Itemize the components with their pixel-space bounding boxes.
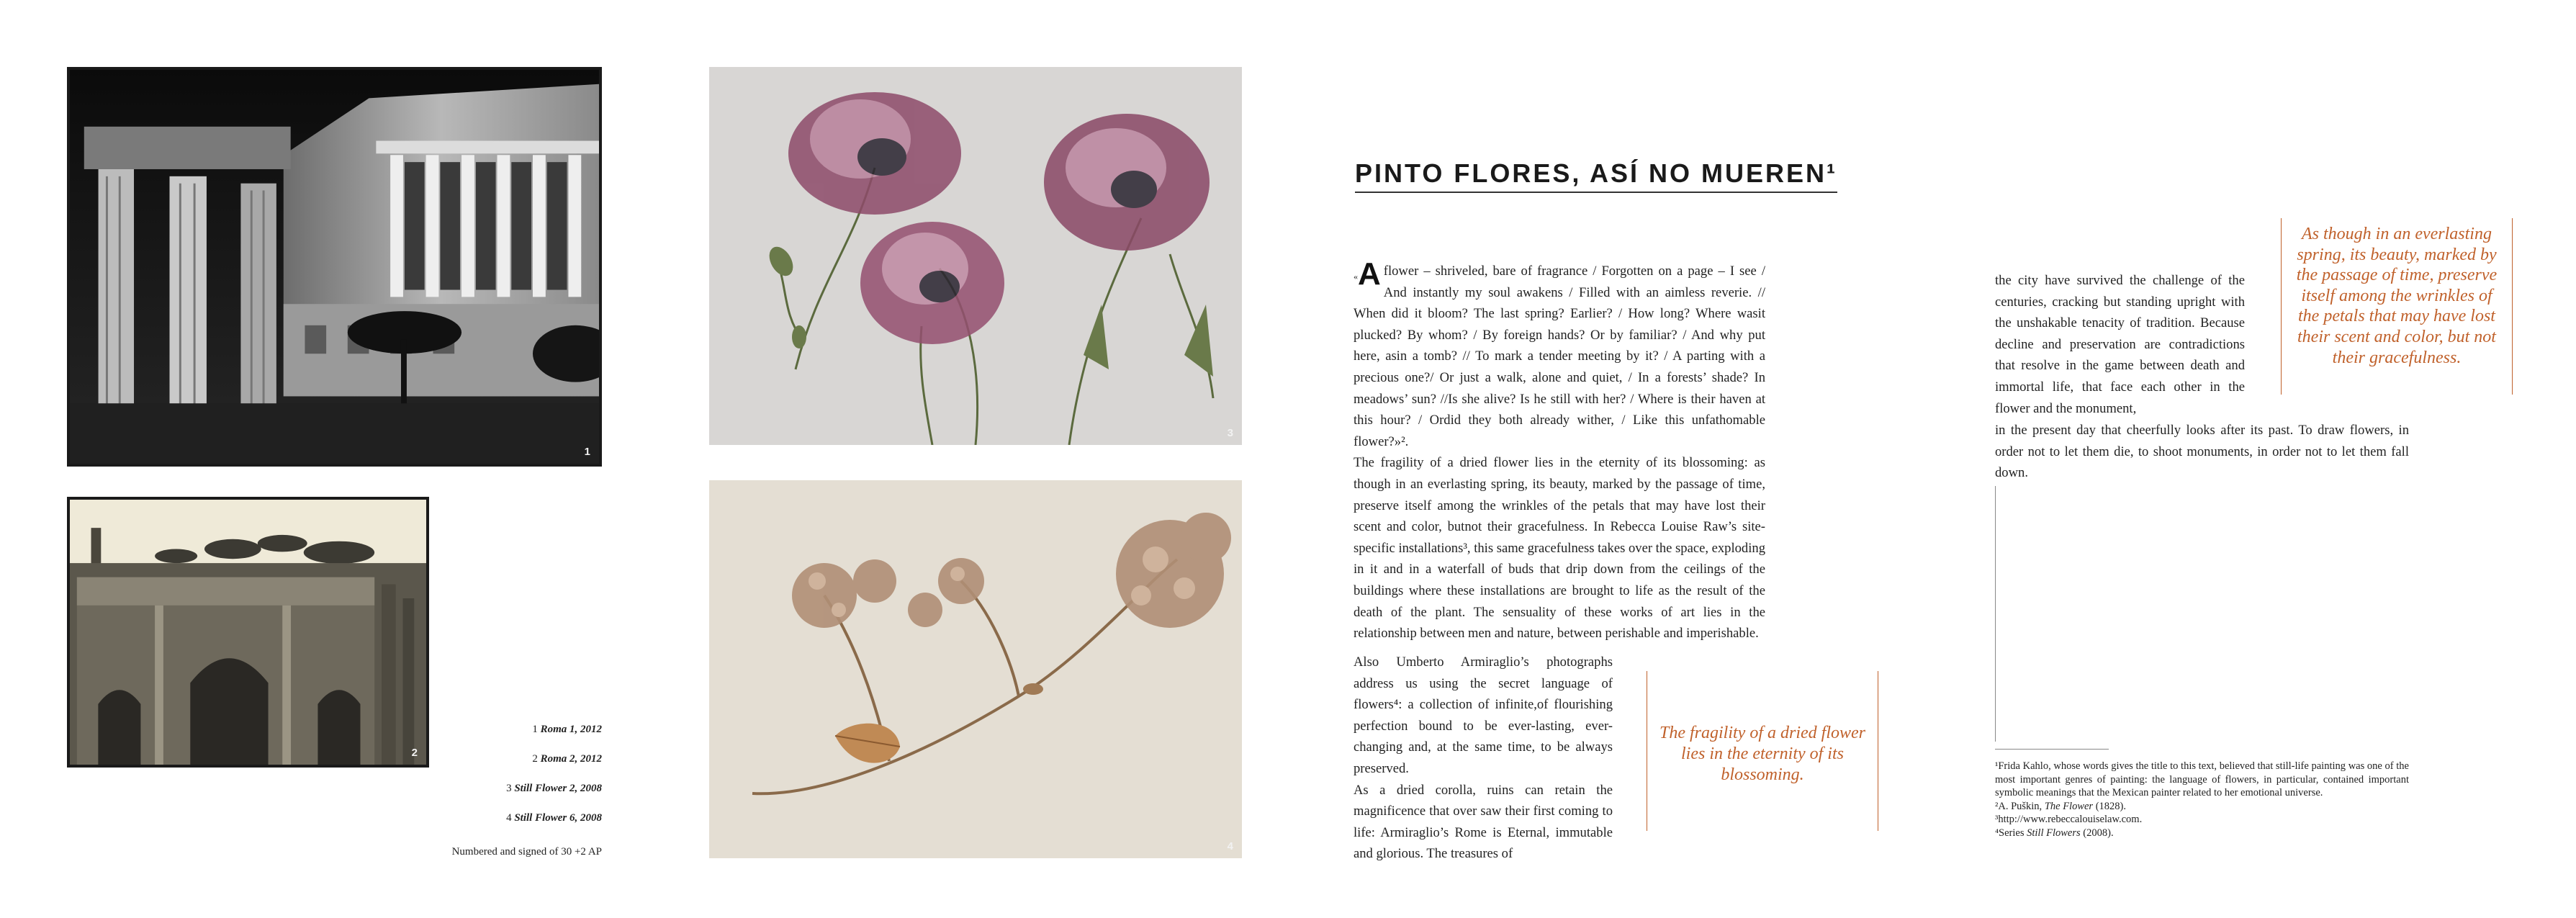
article-column-2-upper — [1995, 270, 2245, 419]
still-flower-6-image — [709, 480, 1242, 858]
footnote-1: ¹Frida Kahlo, whose words gives the title to this text, believed that still-life painting was one of the most important genres of painting: the language of flowers, in particular, contained important symbolic meanings that the Mexican painter related to her emotional universe. — [1995, 760, 2409, 798]
photo-roma-1 — [67, 67, 602, 467]
edition-note: Numbered and signed of 30 +2 AP — [451, 846, 602, 858]
photo-captions — [432, 715, 602, 833]
footnotes — [1995, 760, 2409, 840]
photo-number-4: 4 — [1227, 840, 1233, 852]
pull-quote-2: As though in an everlasting spring, its beauty, marked by the passage of time, preserve itself among the wrinkles of the petals that may have lost their scent and color, but not their gracefulness. — [2281, 218, 2513, 395]
footnote-2: ²A. Puškin, The Flower (1828). — [1995, 800, 2126, 812]
footnote-4: ⁴Series Still Flowers (2008). — [1995, 827, 2114, 839]
article-paragraph-6: in the present day that cheerfully looks after its past. To draw flowers, in order not to let them die, to shoot monuments, in order not to let them fall down. — [1995, 423, 2409, 481]
photo-roma-2 — [67, 497, 429, 768]
article-paragraph-2: The fragility of a dried flower lies in the eternity of its blossoming: as though in an everlasting spring, its beauty, marked by the passage of time, preserve itself among the wrinkles of the petals that may have lost their scent and color, butnot their gracefulness. In Rebecca Louise Raw’s site-specific installations³, this same gracefulness takes over the space, exploding in it and in a waterfall of buds that drip down from the ceilings of the buildings where these installations are brought to life as the result of the death of the plant. The sensuality of these works of art lies in the relationship between men and nature, between perishable and imperishable. — [1354, 455, 1765, 642]
caption-3: 3 Still Flower 2, 2008 — [506, 783, 602, 794]
article-title: PINTO FLORES, ASÍ NO MUEREN¹ — [1355, 158, 1837, 193]
article-column-1-lower — [1354, 652, 1613, 865]
still-flower-2-image — [709, 67, 1242, 445]
roma-1-image — [70, 70, 599, 464]
open-quote: « — [1354, 271, 1358, 282]
footnote-3: ³http://www.rebeccalouiselaw.com. — [1995, 814, 2143, 825]
article-column-1 — [1354, 256, 1765, 644]
caption-4: 4 Still Flower 6, 2008 — [506, 812, 602, 824]
photo-still-flower-6 — [709, 480, 1242, 858]
article-paragraph-3: Also Umberto Armiraglio’s photographs address us using the secret language of flowers⁴: a collection of infinite,of flourishing perfection bound to be ever-lasting, ever-changing and, at the same time, to be always preserved. — [1354, 654, 1613, 776]
footnote-rule — [1995, 749, 2109, 750]
article-paragraph-5: the city have survived the challenge of the centuries, cracking but standing upright with the unshakable tenacity of tradition. Because decline and preservation are contradictions that resolve in the game between death and immortal life, that face each other in the flower and the monument, — [1995, 273, 2245, 416]
caption-1: 1 Roma 1, 2012 — [532, 724, 602, 735]
roma-2-image — [70, 500, 426, 765]
pull-quote-1: The fragility of a dried flower lies in the eternity of its blossoming. — [1647, 671, 1878, 831]
photo-still-flower-2 — [709, 67, 1242, 445]
article-paragraph-1: « A flower – shriveled, bare of fragrance / Forgotten on a page – I see / And instantly my soul awakens / Filled with an aimless reverie. // When did it bloom? The last spring? Earlier? / How long? Where wasit plucked? By whom? / By foreign hands? Or by familiar? / And why put here, asin a tomb? // To mark a tender meeting by it? / A parting with a precious one?/ Or just a walk, alone and quiet, / In a forests’ shade? In meadows’ sun? //Is she alive? Is he still with her? / Where is their haven at this hour? / Ordid they both already wither, / Like this unfathomable flower?»². — [1354, 256, 1765, 449]
photo-number-1: 1 — [584, 446, 590, 458]
caption-2: 2 Roma 2, 2012 — [532, 753, 602, 765]
photo-number-2: 2 — [411, 747, 418, 759]
photo-number-3: 3 — [1227, 427, 1233, 439]
column-divider — [1995, 486, 1996, 742]
article-column-2-lower — [1995, 420, 2409, 484]
drop-cap: A — [1358, 256, 1381, 292]
article-paragraph-4: As a dried corolla, ruins can retain the magnificence that over saw their first coming to life: Armiraglio’s Rome is Eternal, immutable and glorious. The treasures of — [1354, 782, 1613, 862]
